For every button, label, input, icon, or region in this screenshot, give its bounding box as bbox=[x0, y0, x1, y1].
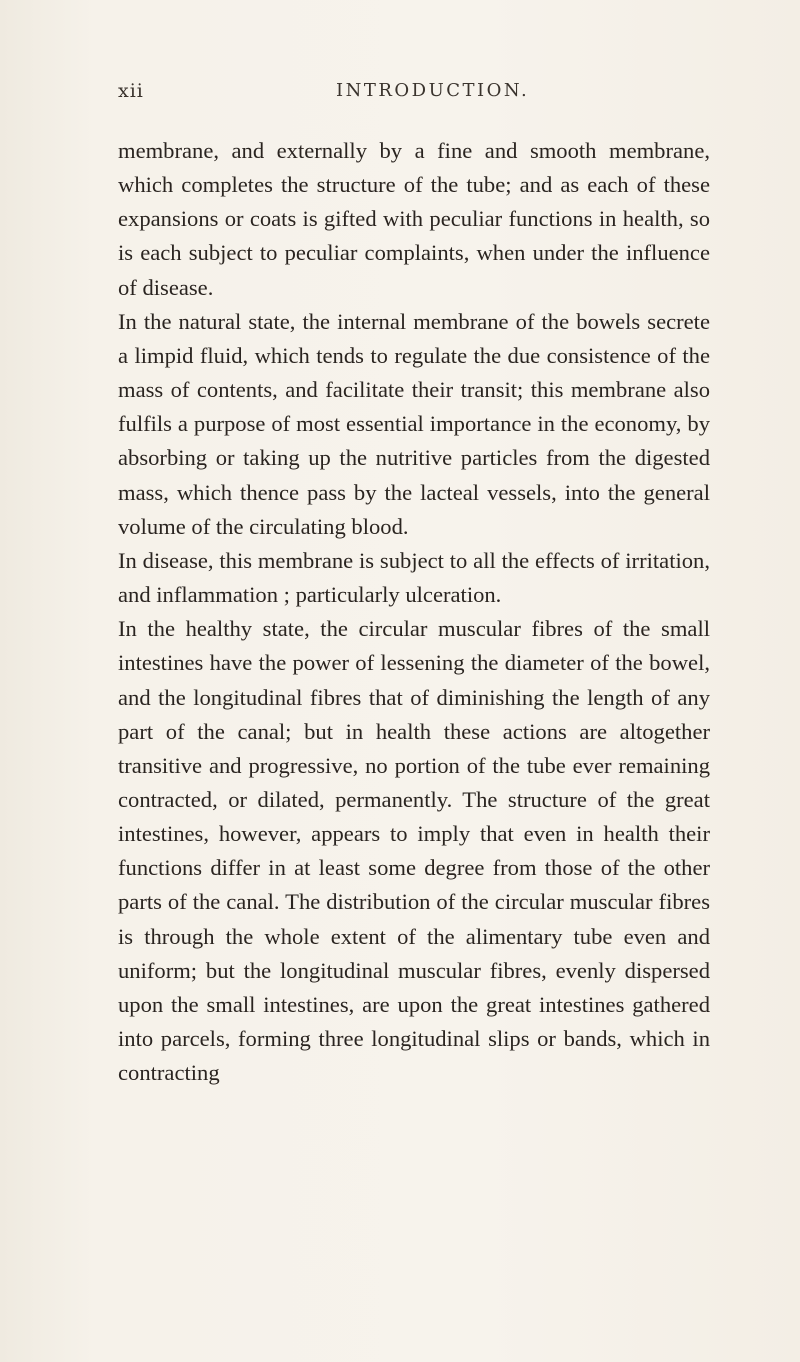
paragraph: In disease, this membrane is subject to all the effects of irritation, and inflammation ; particularly ulceration. bbox=[118, 547, 710, 608]
body-text bbox=[118, 134, 710, 1090]
paragraph: In the natural state, the internal membrane of the bowels secrete a limpid fluid, which tends to regulate the due consistence of the mass of contents, and facilitate their transit; this membrane also fulfils a purpose of most essential importance in the economy, by absorbing or taking up the nutritive particles from the digested mass, which thence pass by the lacteal vessels, into the general volume of the circulating blood. bbox=[118, 308, 710, 539]
running-head: INTRODUCTION. bbox=[336, 80, 530, 101]
paragraph: In the healthy state, the circular muscular fibres of the small intestines have the power of lessening the diameter of the bowel, and the longitudinal fibres that of diminishing the length of any part of the canal; but in health these actions are altogether transitive and progressive, no portion of the tube ever remaining contracted, or dilated, permanently. The structure of the great intestines, however, appears to imply that even in health their functions differ in at least some degree from those of the other parts of the canal. The distribution of the circular muscular fibres is through the whole extent of the alimentary tube even and uniform; but the longitudinal muscular fibres, evenly dispersed upon the small intestines, are upon the great intestines gathered into parcels, forming three longitudinal slips or bands, which in contracting bbox=[118, 616, 710, 1086]
page-number: xii bbox=[118, 80, 144, 102]
paragraph: membrane, and externally by a fine and smooth membrane, which completes the structure of the tube; and as each of these expansions or coats is gifted with peculiar functions in health, so is each subject to peculiar complaints, when under the influence of disease. bbox=[118, 138, 710, 300]
page-header bbox=[118, 80, 718, 110]
